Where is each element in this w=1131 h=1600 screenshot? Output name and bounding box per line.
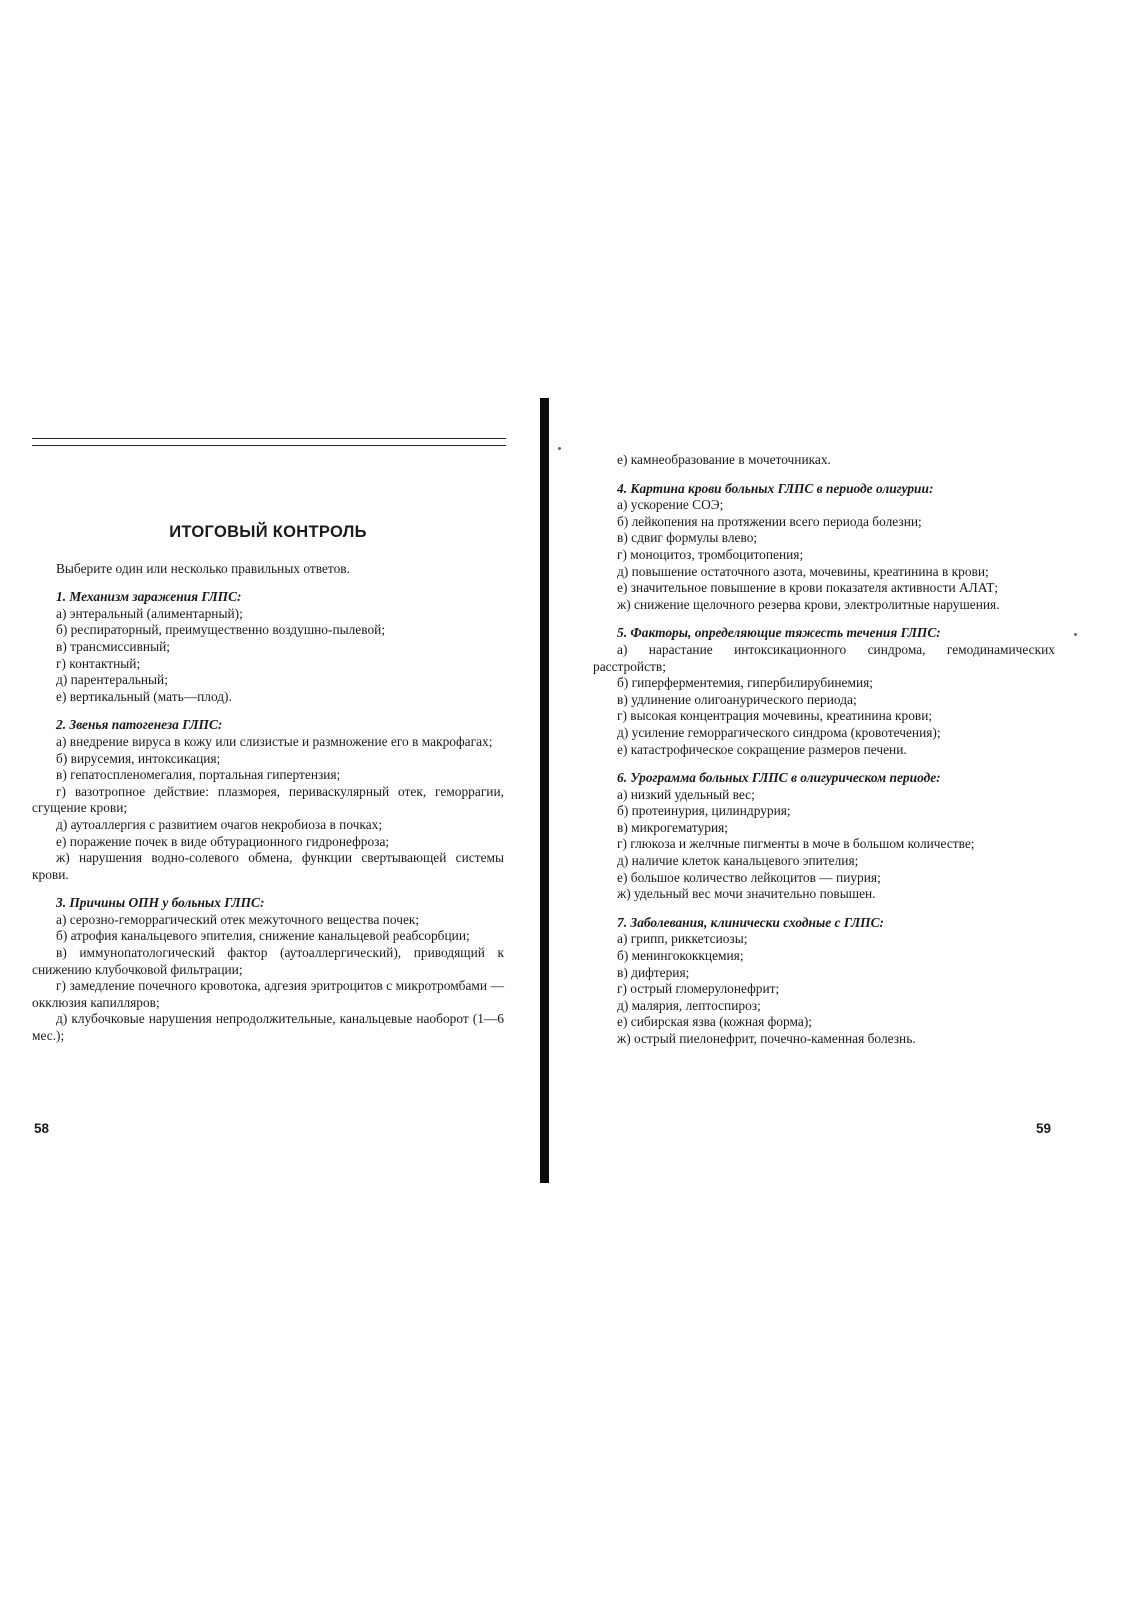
page-number-left: 58 <box>34 1121 50 1136</box>
left-page <box>32 438 504 1045</box>
answer-option: а) серозно-геморрагический отек межуточного вещества почек; <box>56 911 420 927</box>
answer-option: в) дифтерия; <box>617 964 690 980</box>
instruction-text: Выберите один или несколько правильных ответов. <box>56 560 350 576</box>
answer-option: в) гепатоспленомегалия, портальная гипертензия; <box>56 767 341 783</box>
answer-option: а) грипп, риккетсиозы; <box>617 931 748 947</box>
answer-option: г) высокая концентрация мочевины, креатинина крови; <box>617 708 933 724</box>
scan-speck <box>558 447 561 450</box>
answer-option: е) катастрофическое сокращение размеров печени. <box>617 741 907 757</box>
answer-option: е) сибирская язва (кожная форма); <box>617 1014 812 1030</box>
answer-option: ж) снижение щелочного резерва крови, электролитные нарушения. <box>617 596 1000 612</box>
question-title: 6. Урограмма больных ГЛПС в олигурическом периоде: <box>617 770 941 786</box>
answer-option: б) вирусемия, интоксикация; <box>56 750 221 766</box>
question-4 <box>593 481 1055 614</box>
answer-option: д) усиление геморрагического синдрома (кровотечения); <box>617 724 941 740</box>
answer-option: в) удлинение олигоанурического периода; <box>617 691 857 707</box>
answer-option: д) наличие клеток канальцевого эпителия; <box>617 853 859 869</box>
answer-option: е) поражение почек в виде обтурационного гидронефроза; <box>56 833 390 849</box>
question-title: 7. Заболевания, клинически сходные с ГЛПС: <box>617 914 884 930</box>
page-number-right: 59 <box>1036 1121 1052 1136</box>
question-title: 1. Механизм заражения ГЛПС: <box>56 589 242 605</box>
answer-option: в) микрогематурия; <box>617 819 729 835</box>
question-7 <box>593 915 1055 1048</box>
answer-option: е) вертикальный (мать—плод). <box>56 688 232 704</box>
answer-option: б) менингококкцемия; <box>617 948 744 964</box>
answer-option: б) атрофия канальцевого эпителия, снижение канальцевой реабсорбции; <box>56 928 470 944</box>
answer-option: ж) острый пиелонефрит, почечно-каменная болезнь. <box>617 1031 916 1046</box>
question-6 <box>593 770 1055 903</box>
answer-option: е) камнеобразование в мочеточниках. <box>617 452 831 467</box>
answer-option: д) парентеральный; <box>56 672 168 688</box>
question-title: 2. Звенья патогенеза ГЛПС: <box>56 717 223 733</box>
question-3 <box>32 895 504 1044</box>
answer-option: ж) удельный вес мочи значительно повышен. <box>617 886 876 902</box>
answer-option: б) лейкопения на протяжении всего периода болезни; <box>617 513 922 529</box>
answer-option: б) гиперферментемия, гипербилирубинемия; <box>617 675 874 691</box>
answer-option: а) внедрение вируса в кожу или слизистые и размножение его в макрофагах; <box>56 733 493 749</box>
answer-option: д) аутоаллергия с развитием очагов некробиоза в почках; <box>56 816 383 832</box>
answer-option: е) большое количество лейкоцитов — пиурия; <box>617 869 881 885</box>
answer-option: г) моноцитоз, тромбоцитопения; <box>617 546 804 562</box>
question-title: 4. Картина крови больных ГЛПС в периоде олигурии: <box>617 480 934 496</box>
question-title: 3. Причины ОПН у больных ГЛПС: <box>56 895 265 911</box>
answer-option: а) энтеральный (алиментарный); <box>56 605 243 621</box>
answer-option: в) иммунопатологический фактор (аутоаллергический), приводящий к снижению клубочковой фильтрации; <box>32 945 504 977</box>
answer-option: в) трансмиссивный; <box>56 638 170 654</box>
page-title: ИТОГОВЫЙ КОНТРОЛЬ <box>169 523 367 541</box>
scan-speck <box>1074 633 1077 636</box>
answer-option: г) вазотропное действие: плазморея, периваскулярный отек, геморрагии, сгущение крови; <box>32 783 504 816</box>
right-page <box>593 452 1055 1048</box>
answer-option: г) глюкоза и желчные пигменты в моче в большом количестве; <box>617 836 975 852</box>
answer-option: г) контактный; <box>56 655 141 671</box>
book-spine <box>540 398 549 1183</box>
answer-option: а) низкий удельный вес; <box>617 786 755 802</box>
question-1 <box>32 589 504 705</box>
answer-option: д) клубочковые нарушения непродолжительные, канальцевые наоборот (1—6 мес.); <box>32 1011 504 1044</box>
question-5 <box>593 625 1055 758</box>
answer-option: а) нарастание интоксикационного синдрома, гемодинамических расстройств; <box>593 641 1055 674</box>
answer-option: г) замедление почечного кровотока, адгезия эритроцитов с микротромбами — окклюзия капилляров; <box>32 978 504 1010</box>
question-2 <box>32 717 504 883</box>
question-title: 5. Факторы, определяющие тяжесть течения ГЛПС: <box>617 625 941 641</box>
answer-option: д) повышение остаточного азота, мочевины, креатинина в крови; <box>617 563 989 579</box>
answer-option: в) сдвиг формулы влево; <box>617 530 758 546</box>
answer-option: б) респираторный, преимущественно воздушно-пылевой; <box>56 622 386 638</box>
answer-option: ж) нарушения водно-солевого обмена, функции свертывающей системы крови. <box>32 850 504 882</box>
answer-option: г) острый гломерулонефрит; <box>617 981 780 997</box>
answer-option: б) протеинурия, цилиндрурия; <box>617 803 791 819</box>
answer-option: д) малярия, лептоспироз; <box>617 997 761 1013</box>
answer-option: а) ускорение СОЭ; <box>617 497 724 513</box>
answer-option: е) значительное повышение в крови показателя активности АЛАТ; <box>617 580 999 596</box>
